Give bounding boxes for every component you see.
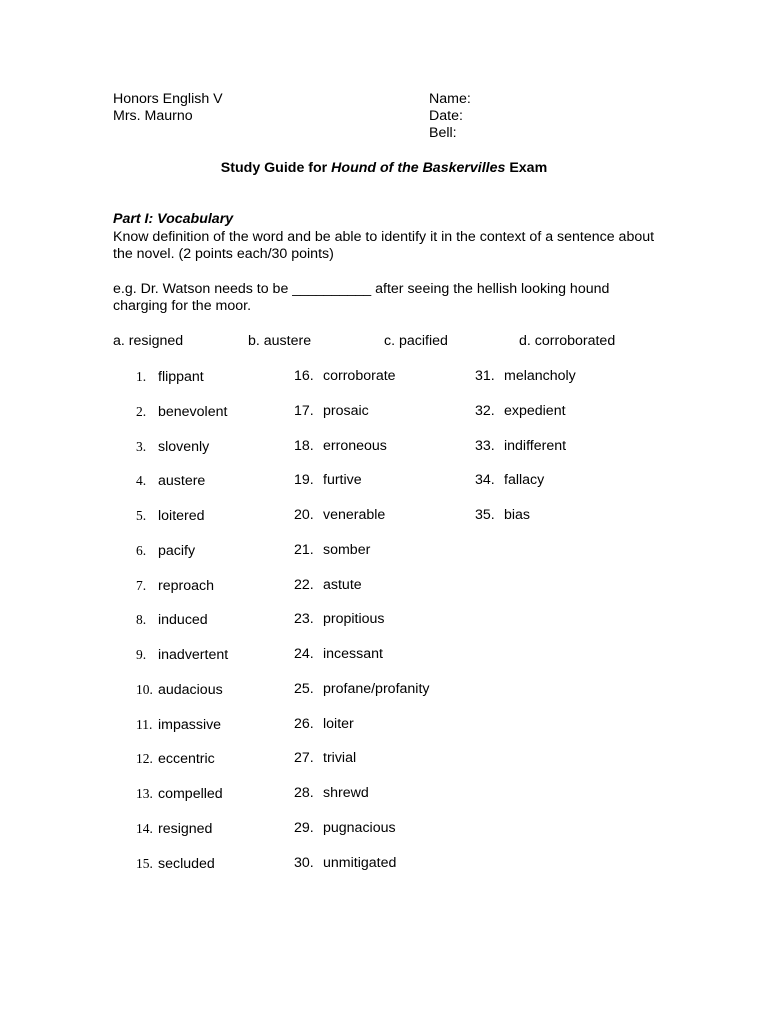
vocab-word: indifferent [504, 437, 567, 454]
choice-b: b. austere [248, 333, 312, 349]
vocab-word: inadvertent [158, 647, 229, 663]
vocab-word: flippant [158, 369, 204, 385]
vocab-item [136, 716, 221, 734]
vocab-word: trivial [323, 750, 357, 767]
vocab-item [294, 820, 396, 837]
vocab-item [136, 611, 208, 629]
vocab-number: 10. [136, 681, 153, 697]
vocab-item [136, 438, 209, 456]
vocab-item [475, 507, 530, 524]
vocab-word: profane/profanity [323, 680, 430, 697]
vocab-word: austere [158, 473, 206, 490]
vocab-word: corroborate [323, 368, 396, 384]
vocab-item [136, 820, 212, 838]
vocab-number: 17. [294, 402, 314, 419]
vocab-word: expedient [504, 402, 566, 419]
vocab-number: 25. [294, 680, 314, 697]
vocab-number: 35. [475, 507, 495, 523]
vocab-number: 22. [294, 576, 314, 593]
name-label: Name: [429, 91, 471, 107]
vocab-number: 32. [475, 402, 495, 419]
vocab-number: 6. [136, 542, 147, 558]
vocab-item [294, 403, 369, 420]
vocab-word: melancholy [504, 368, 576, 384]
vocab-number: 4. [136, 473, 147, 489]
vocab-word: shrewd [323, 785, 369, 801]
vocab-word: compelled [158, 786, 223, 802]
vocab-item [475, 403, 566, 420]
vocab-item [294, 750, 356, 767]
vocab-word: benevolent [158, 403, 228, 420]
vocab-item [294, 646, 383, 663]
part1-example: e.g. Dr. Watson needs to be __________ after seeing the hellish looking hound charging for the moor. [113, 281, 610, 314]
vocab-number: 34. [475, 472, 495, 489]
vocab-word: propitious [323, 611, 385, 628]
student-info [429, 91, 471, 142]
vocab-item [294, 542, 370, 559]
vocab-word: erroneous [323, 437, 387, 454]
part1-instructions: Know definition of the word and be able to identify it in the context of a sentence about the novel. (2 points each/30 points) [113, 229, 655, 262]
choice-a: a. resigned [113, 333, 184, 349]
vocab-item [294, 368, 396, 385]
date-label: Date: [429, 108, 463, 124]
vocab-number: 19. [294, 472, 314, 489]
vocab-item [136, 750, 215, 768]
vocab-number: 15. [136, 855, 153, 871]
vocab-word: unmitigated [323, 854, 397, 871]
vocab-word: bias [504, 507, 531, 523]
vocab-word: pugnacious [323, 819, 396, 836]
vocab-item [294, 507, 385, 524]
vocab-number: 30. [294, 854, 314, 871]
vocab-word: induced [158, 612, 208, 629]
vocab-word: eccentric [158, 751, 215, 768]
vocab-item [294, 611, 385, 628]
vocab-word: secluded [158, 855, 215, 872]
vocab-item [475, 368, 576, 385]
vocab-number: 18. [294, 437, 314, 454]
vocab-word: astute [323, 576, 362, 593]
vocab-number: 5. [136, 508, 147, 523]
vocab-word: pacify [158, 542, 196, 559]
vocab-item [294, 785, 369, 802]
vocab-item [294, 438, 387, 455]
vocab-number: 31. [475, 368, 495, 384]
part1-heading: Part I: Vocabulary [113, 211, 234, 227]
choice-c: c. pacified [384, 333, 448, 349]
vocab-word: reproach [158, 577, 214, 594]
vocab-number: 28. [294, 785, 314, 801]
vocab-word: slovenly [158, 438, 210, 455]
vocab-number: 1. [136, 369, 147, 384]
vocab-word: loiter [323, 715, 354, 732]
vocab-number: 9. [136, 647, 147, 662]
vocab-item [136, 403, 227, 421]
vocab-word: impassive [158, 716, 222, 733]
vocab-number: 13. [136, 786, 153, 801]
choice-d: d. corroborated [519, 333, 616, 349]
vocab-item [136, 646, 228, 664]
vocab-item [136, 542, 195, 560]
vocab-number: 33. [475, 437, 495, 454]
vocab-item [136, 577, 214, 595]
vocab-word: venerable [323, 507, 386, 523]
vocab-number: 8. [136, 612, 147, 628]
bell-label: Bell: [429, 125, 457, 141]
course-info [113, 91, 223, 125]
vocab-number: 14. [136, 820, 153, 836]
page-title [0, 160, 768, 177]
vocab-item [294, 577, 362, 594]
vocab-item [136, 681, 223, 699]
vocab-number: 7. [136, 577, 147, 593]
vocab-item [475, 438, 566, 455]
vocab-word: prosaic [323, 402, 369, 419]
vocab-word: incessant [323, 646, 383, 662]
teacher-name: Mrs. Maurno [113, 108, 193, 124]
vocab-item [136, 472, 205, 490]
vocab-item [136, 855, 215, 873]
vocab-item [294, 855, 396, 872]
vocab-word: resigned [158, 820, 213, 837]
vocab-number: 21. [294, 541, 314, 558]
vocab-item [294, 716, 354, 733]
vocab-number: 20. [294, 507, 314, 523]
course-name: Honors English V [113, 91, 223, 107]
vocab-number: 11. [136, 716, 153, 732]
vocab-item [136, 368, 204, 386]
vocab-item [136, 507, 205, 525]
vocab-word: somber [323, 541, 371, 558]
vocab-number: 24. [294, 646, 314, 662]
vocab-item [294, 472, 362, 489]
vocab-number: 3. [136, 438, 147, 454]
vocab-number: 26. [294, 715, 314, 732]
vocab-item [136, 785, 223, 803]
vocab-item [475, 472, 544, 489]
vocab-number: 16. [294, 368, 314, 384]
title-suffix: Exam [505, 160, 548, 176]
vocab-word: loitered [158, 508, 205, 524]
vocab-item [294, 681, 429, 698]
title-prefix: Study Guide for [220, 160, 332, 176]
vocab-word: furtive [323, 472, 362, 489]
title-book: Hound of the Baskervilles [331, 160, 506, 176]
vocab-number: 2. [136, 403, 147, 419]
vocab-word: fallacy [504, 472, 545, 489]
vocab-number: 23. [294, 611, 314, 628]
vocab-number: 27. [294, 750, 314, 767]
vocab-number: 12. [136, 751, 153, 767]
vocab-word: audacious [158, 681, 223, 698]
vocab-number: 29. [294, 819, 314, 836]
